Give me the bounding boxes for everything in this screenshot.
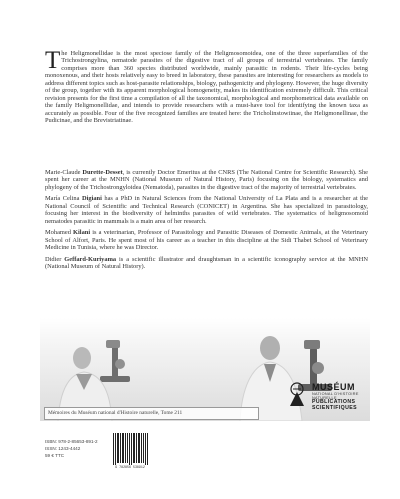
summary-text: he Heligmonellidae is the most speciose family of the Heligmosomoidea, one of the three superfamilies of the Trichostrongylina, nematode parasites of the digestive tract of all groups of terrestrial vertebrates. The family comprises more than 360 species distributed worldwide, mainly parasitic in rodents. Their life-cycles being monoxenous, and their hosts relatively easy to breed in laboratory, these parasites are interesting for researchers as models to address different topics such as host-parasite relationships, biology, pathogenicity and phylogeny. However, the huge diversity of the group, together with its apparent morphological homogeneity, makes its identification extremely difficult. This critical revision presents for the first time a compilation of all the taxonomical, morphological and morphometrical data available on the family Heligmonellidae, and intends to provide researchers with a must-have tool for identifying the known taxa as accurately as possible. Four of the five recognized families are treated here: the Tricholinstowiinae, the Heligmonellinae, the Pudicinae, and the Brevistriatinae. [45,50,368,125]
bio-durette-desset [45,169,368,191]
series-caption: Mémoires du Muséum national d'Histoire naturelle, Tome 211 [44,407,259,420]
bio-text: is a scientific illustrator and draughtsman in a scientific iconography service at the MNHN (National Museum of Natural History). [45,255,368,270]
author-bios [45,169,368,274]
bio-digiani [45,195,368,225]
bio-kilani [45,229,368,251]
bio-first-name: Didier [45,255,65,263]
microscope-left [100,340,130,382]
issn-text: ISSN: 1243-4442 [45,446,81,451]
barcode [112,433,148,465]
logo-pub-line2: SCIENTIFIQUES [312,405,357,411]
bio-last-name: Geffard-Kuriyama [64,255,117,263]
bio-last-name: Digiani [81,195,102,203]
logo-publications [312,399,368,411]
bio-first-name: Mohamed [45,229,74,237]
bio-first-name: Marie-Claude [45,169,83,176]
barcode-digits: 9 782856 538912 [115,465,145,469]
logo-subtitle: NATIONAL D'HISTOIRE NATURELLE [312,392,359,400]
museum-logo [286,378,366,416]
logo-name: MUSÉUM [312,382,355,392]
back-cover-summary [45,47,368,125]
museum-emblem-icon [286,382,308,406]
publication-meta [45,438,98,459]
isbn-text: ISBN: 978-2-85653-891-2 [45,439,98,444]
bio-text: , is currently Doctor Emeritus at the CNRS (The National Centre for Scientific Research). She spent her career at the MNHN (National Museum of Natural History, Paris) focusing on the biology, systematics and phylogeny of the Trichostrongyloidea (Nematoda), parasites in the digestive tract of the majority of terrestrial vertebrates. [45,169,368,191]
bio-text: is a veterinarian, Professor of Parasitology and Parasitic Diseases of Domestic Animals, at the Veterinary School of Alfort, Paris. He spent most of his career as a teacher in this discipline at the Sidi Thabet School of Veterinary Medicine in Tunisia, where he was Director. [45,229,368,252]
logo-pub-line1: PUBLICATIONS [312,399,356,405]
bio-first-name: María Celina [45,195,82,203]
drop-cap: T [45,47,61,74]
bio-last-name: Durette-Desset [82,169,123,176]
price-text: 59 € TTC [45,453,65,458]
bio-text: has a PhD in Natural Sciences from the National University of La Plata and is a researcher at the National Council of Scientific and Technical Research (CONICET) in Argentina. She has specialized in parasitology, focusing her interest in the biodiversity of helminths parasites of wild vertebrates. The systematics of heligmosomoid nematodes parasitic in mammals is a main area of her research. [45,195,368,225]
bio-geffard-kuriyama [45,256,368,271]
bio-last-name: Kilani [73,229,91,237]
